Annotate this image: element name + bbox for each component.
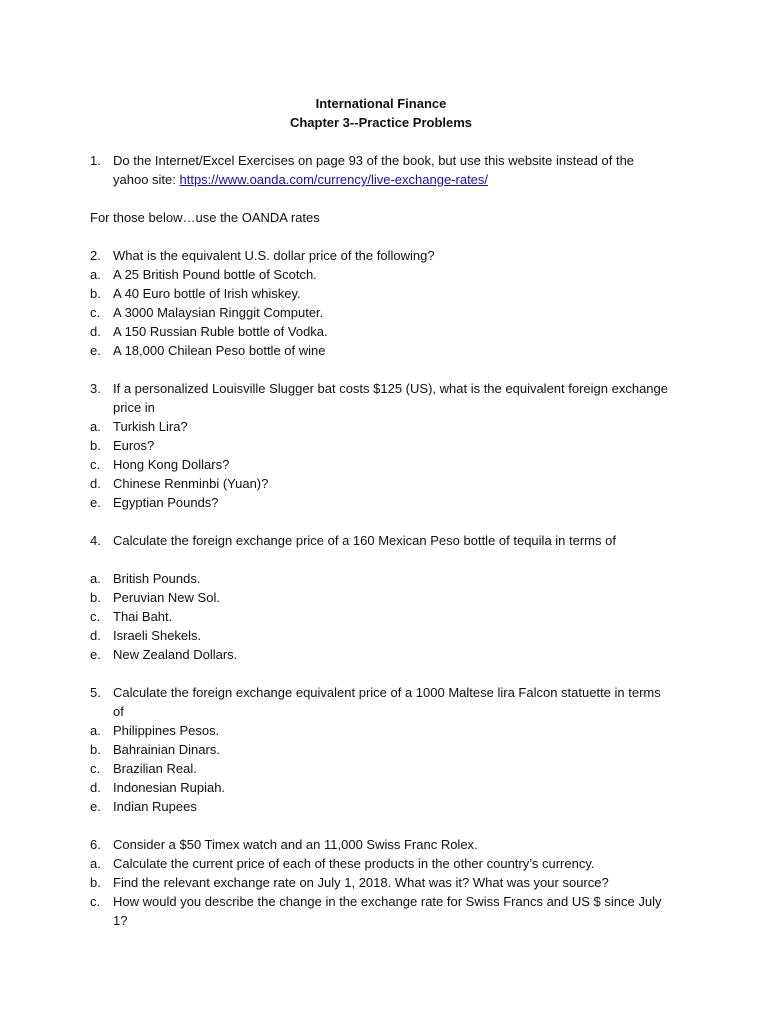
- list-item: [90, 892, 672, 930]
- item-letter: d.: [90, 780, 101, 795]
- item-letter: e.: [90, 799, 101, 814]
- list-item: [90, 588, 672, 607]
- list-item: [90, 740, 672, 759]
- list-item: [90, 721, 672, 740]
- item-text: Calculate the current price of each of these products in the other country’s currency.: [113, 856, 595, 871]
- spacer: [90, 360, 672, 379]
- list-item: [90, 607, 672, 626]
- item-text: Turkish Lira?: [113, 419, 188, 434]
- item-text: Brazilian Real.: [113, 761, 197, 776]
- item-text: British Pounds.: [113, 571, 201, 586]
- spacer: [90, 550, 672, 569]
- course-title: International Finance: [315, 96, 447, 111]
- title-block: [90, 94, 672, 132]
- list-item: [90, 474, 672, 493]
- rates-note: For those below…use the OANDA rates: [90, 210, 320, 225]
- item-letter: c.: [90, 305, 101, 320]
- item-letter: c.: [90, 761, 101, 776]
- item-text: Egyptian Pounds?: [113, 495, 219, 510]
- question-2: [90, 246, 672, 265]
- item-letter: b.: [90, 875, 101, 890]
- question-4: [90, 531, 672, 550]
- item-letter: e.: [90, 343, 101, 358]
- list-item: [90, 303, 672, 322]
- item-letter: d.: [90, 628, 101, 643]
- list-item: [90, 341, 672, 360]
- item-letter: b.: [90, 286, 101, 301]
- item-text: Euros?: [113, 438, 155, 453]
- item-text: Philippines Pesos.: [113, 723, 220, 738]
- list-item: [90, 797, 672, 816]
- list-item: [90, 493, 672, 512]
- question-number: 5.: [90, 685, 101, 700]
- oanda-link[interactable]: https://www.oanda.com/currency/live-exchange-rates/: [179, 172, 489, 187]
- spacer: [90, 512, 672, 531]
- list-item: [90, 645, 672, 664]
- item-letter: b.: [90, 590, 101, 605]
- question-number: 1.: [90, 153, 101, 168]
- item-letter: e.: [90, 647, 101, 662]
- question-5: [90, 683, 672, 721]
- item-text: A 3000 Malaysian Ringgit Computer.: [113, 305, 324, 320]
- question-number: 3.: [90, 381, 101, 396]
- item-text: New Zealand Dollars.: [113, 647, 238, 662]
- list-item: [90, 284, 672, 303]
- chapter-title: Chapter 3--Practice Problems: [289, 115, 473, 130]
- item-letter: d.: [90, 324, 101, 339]
- item-text: A 150 Russian Ruble bottle of Vodka.: [113, 324, 328, 339]
- item-letter: c.: [90, 457, 101, 472]
- list-item: [90, 322, 672, 341]
- item-letter: c.: [90, 894, 101, 909]
- item-text: A 25 British Pound bottle of Scotch.: [113, 267, 317, 282]
- question-text: Consider a $50 Timex watch and an 11,000 Swiss Franc Rolex.: [113, 837, 478, 852]
- item-text: Chinese Renminbi (Yuan)?: [113, 476, 269, 491]
- list-item: [90, 455, 672, 474]
- item-text: Hong Kong Dollars?: [113, 457, 230, 472]
- item-letter: e.: [90, 495, 101, 510]
- spacer: [90, 664, 672, 683]
- question-text: Calculate the foreign exchange price of a 160 Mexican Peso bottle of tequila in terms of: [113, 533, 616, 548]
- question-text-part: Do the Internet/Excel Exercises on page 93 of the book, but use this website instead of the yahoo site:: [113, 153, 635, 187]
- item-text: Thai Baht.: [113, 609, 173, 624]
- question-number: 2.: [90, 248, 101, 263]
- item-letter: b.: [90, 742, 101, 757]
- question-1: [90, 151, 672, 189]
- item-letter: a.: [90, 856, 101, 871]
- item-letter: a.: [90, 571, 101, 586]
- item-text: How would you describe the change in the exchange rate for Swiss Francs and US $ since July 1?: [113, 894, 662, 928]
- question-text: What is the equivalent U.S. dollar price of the following?: [113, 248, 435, 263]
- spacer: [90, 189, 672, 208]
- item-text: Indonesian Rupiah.: [113, 780, 226, 795]
- list-item: [90, 873, 672, 892]
- question-3: [90, 379, 672, 417]
- list-item: [90, 778, 672, 797]
- spacer: [90, 816, 672, 835]
- question-text: [113, 151, 672, 189]
- question-text: Calculate the foreign exchange equivalent price of a 1000 Maltese lira Falcon statuette in terms of: [113, 685, 661, 719]
- list-item: [90, 569, 672, 588]
- question-number: 6.: [90, 837, 101, 852]
- item-letter: a.: [90, 419, 101, 434]
- item-letter: a.: [90, 723, 101, 738]
- item-text: Israeli Shekels.: [113, 628, 202, 643]
- item-text: A 18,000 Chilean Peso bottle of wine: [113, 343, 326, 358]
- item-letter: d.: [90, 476, 101, 491]
- item-text: Peruvian New Sol.: [113, 590, 220, 605]
- item-letter: b.: [90, 438, 101, 453]
- list-item: [90, 759, 672, 778]
- list-item: [90, 626, 672, 645]
- question-number: 4.: [90, 533, 101, 548]
- list-item: [90, 854, 672, 873]
- list-item: [90, 436, 672, 455]
- item-text: A 40 Euro bottle of Irish whiskey.: [113, 286, 301, 301]
- question-6: [90, 835, 672, 854]
- item-letter: c.: [90, 609, 101, 624]
- item-letter: a.: [90, 267, 101, 282]
- item-text: Find the relevant exchange rate on July 1, 2018. What was it? What was your source?: [113, 875, 609, 890]
- spacer: [90, 227, 672, 246]
- item-text: Indian Rupees: [113, 799, 197, 814]
- item-text: Bahrainian Dinars.: [113, 742, 220, 757]
- list-item: [90, 265, 672, 284]
- list-item: [90, 417, 672, 436]
- question-text: If a personalized Louisville Slugger bat costs $125 (US), what is the equivalent foreign exchange price in: [113, 381, 668, 415]
